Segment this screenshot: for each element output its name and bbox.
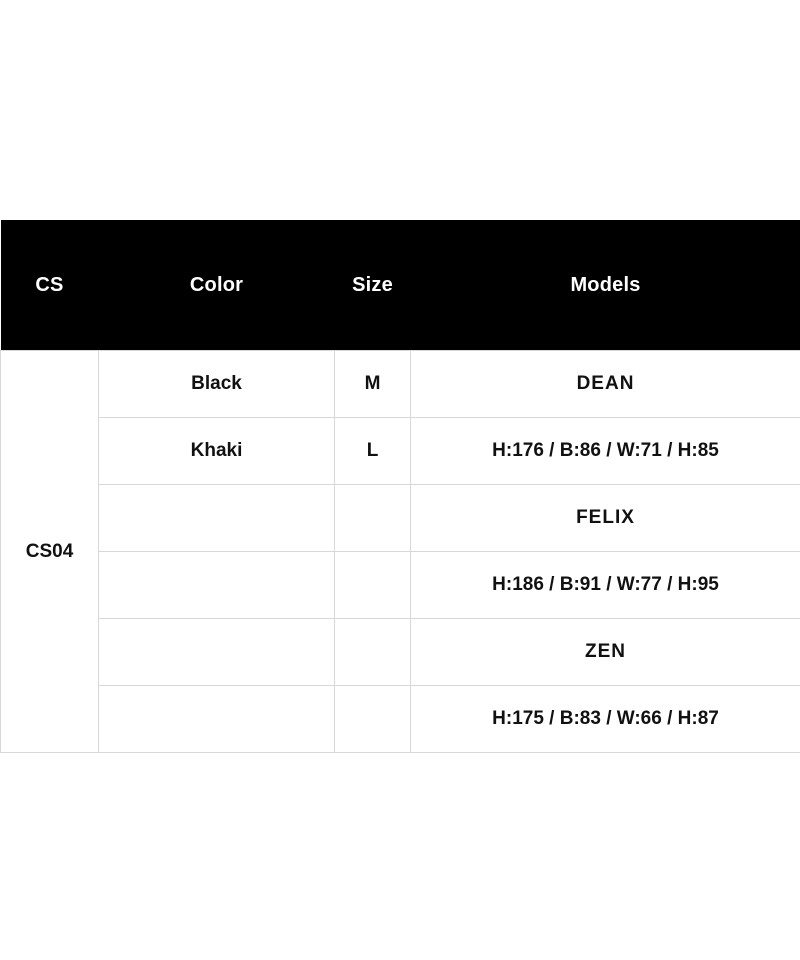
color-cell-black: Black: [99, 351, 335, 418]
size-cell-m: M: [335, 351, 411, 418]
table-row: [1, 351, 800, 418]
color-cell-empty: [99, 485, 335, 552]
size-cell-empty: [335, 619, 411, 686]
size-cell-empty: [335, 552, 411, 619]
color-cell-empty: [99, 686, 335, 753]
model-name-felix: FELIX: [411, 485, 800, 552]
header-color: Color: [99, 220, 335, 351]
model-name-zen: ZEN: [411, 619, 800, 686]
header-models: Models: [411, 220, 800, 351]
header-row: [1, 220, 800, 351]
table-body: [1, 351, 800, 753]
size-cell-l: L: [335, 418, 411, 485]
header-cs: CS: [1, 220, 99, 351]
model-measure-felix: H:186 / B:91 / W:77 / H:95: [411, 552, 800, 619]
cs-code-cell: CS04: [1, 351, 99, 753]
color-cell-empty: [99, 619, 335, 686]
size-cell-empty: [335, 485, 411, 552]
header-size: Size: [335, 220, 411, 351]
color-cell-khaki: Khaki: [99, 418, 335, 485]
table-row: [1, 686, 800, 753]
table-row: [1, 485, 800, 552]
size-table: [0, 220, 800, 753]
size-cell-empty: [335, 686, 411, 753]
color-cell-empty: [99, 552, 335, 619]
table-row: [1, 552, 800, 619]
model-name-dean: DEAN: [411, 351, 800, 418]
table-row: [1, 619, 800, 686]
model-measure-dean: H:176 / B:86 / W:71 / H:85: [411, 418, 800, 485]
table-row: [1, 418, 800, 485]
table-header: [1, 220, 800, 351]
model-measure-zen: H:175 / B:83 / W:66 / H:87: [411, 686, 800, 753]
size-chart: [0, 220, 800, 753]
